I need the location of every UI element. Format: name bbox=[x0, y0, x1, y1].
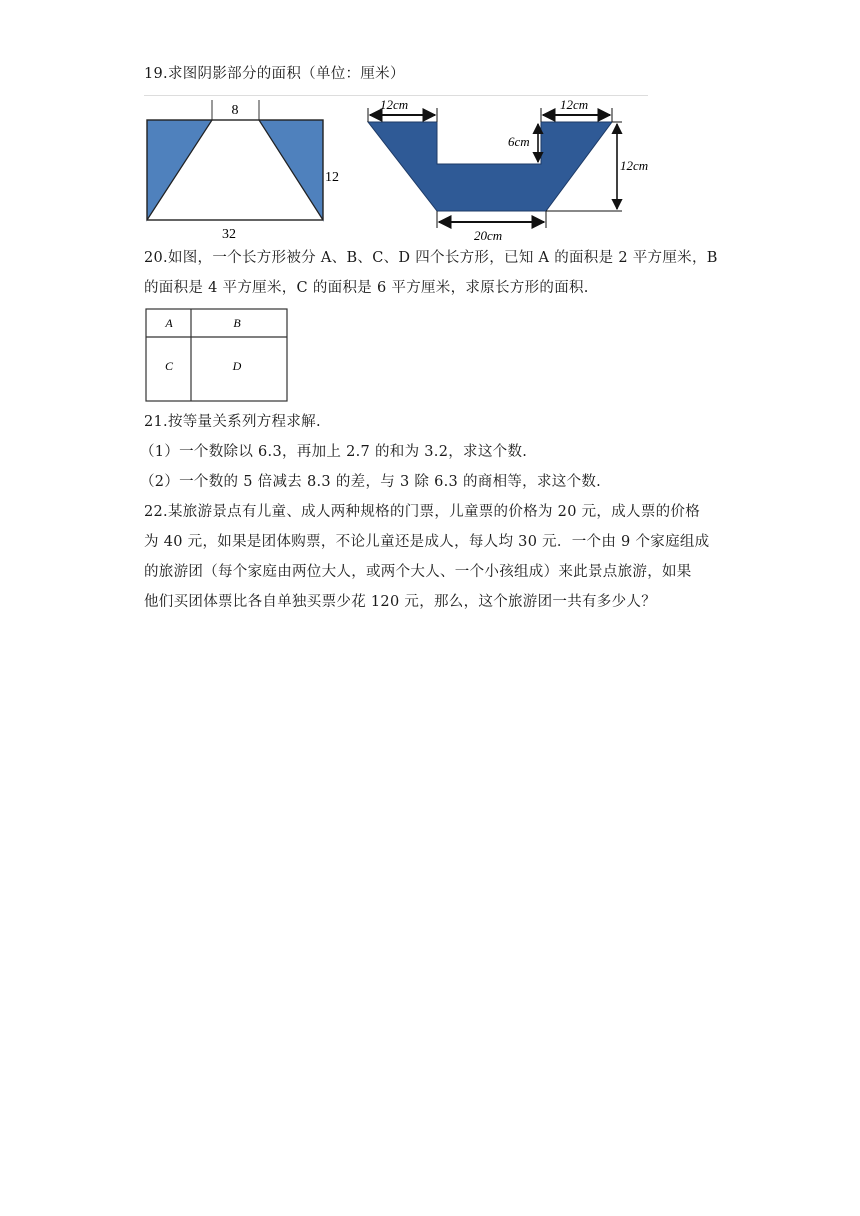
q21-title: 21.按等量关系列方程求解. bbox=[144, 414, 321, 430]
q20-figure bbox=[145, 308, 290, 408]
q22-line-3: 的旅游团（每个家庭由两位大人，或两个大人、一个小孩组成）来此景点旅游，如果 bbox=[144, 564, 692, 580]
label-top: 8 bbox=[231, 103, 239, 118]
q22-line-4: 他们买团体票比各自单独买票少花 120 元，那么，这个旅游团一共有多少人？ bbox=[144, 594, 656, 610]
label-right-top: 12cm bbox=[560, 97, 589, 112]
q21-part-1: （1）一个数除以 6.3，再加上 2.7 的和为 3.2，求这个数. bbox=[140, 444, 528, 460]
q19-figure-2 bbox=[360, 96, 660, 250]
label-right: 12 bbox=[325, 170, 339, 185]
label-a: A bbox=[165, 316, 173, 330]
q20-line-1: 20.如图，一个长方形被分 A、B、C、D 四个长方形，已知 A 的面积是 2 平方厘米，B bbox=[144, 250, 718, 266]
label-bottom: 20cm bbox=[474, 228, 503, 243]
label-depth: 6cm bbox=[508, 134, 530, 149]
q22-line-1: 22.某旅游景点有儿童、成人两种规格的门票，儿童票的价格为 20 元，成人票的价格 bbox=[144, 504, 701, 520]
q21-part-2: （2）一个数的 5 倍减去 8.3 的差，与 3 除 6.3 的商相等，求这个数. bbox=[140, 474, 602, 490]
q20-line-2: 的面积是 4 平方厘米，C 的面积是 6 平方厘米，求原长方形的面积. bbox=[144, 280, 589, 296]
q22-line-2: 为 40 元，如果是团体购票，不论儿童还是成人，每人均 30 元．一个由 9 个家庭组成 bbox=[144, 534, 710, 550]
q19-figure-1 bbox=[140, 98, 350, 248]
label-c: C bbox=[164, 359, 174, 373]
label-d: D bbox=[232, 359, 242, 373]
label-bottom: 32 bbox=[222, 227, 236, 242]
label-height: 12cm bbox=[620, 158, 649, 173]
q19-title: 19.求图阴影部分的面积（单位：厘米） bbox=[144, 66, 405, 82]
label-b: B bbox=[233, 316, 241, 330]
shaded-u-shape bbox=[368, 122, 612, 211]
label-left-top: 12cm bbox=[380, 97, 409, 112]
